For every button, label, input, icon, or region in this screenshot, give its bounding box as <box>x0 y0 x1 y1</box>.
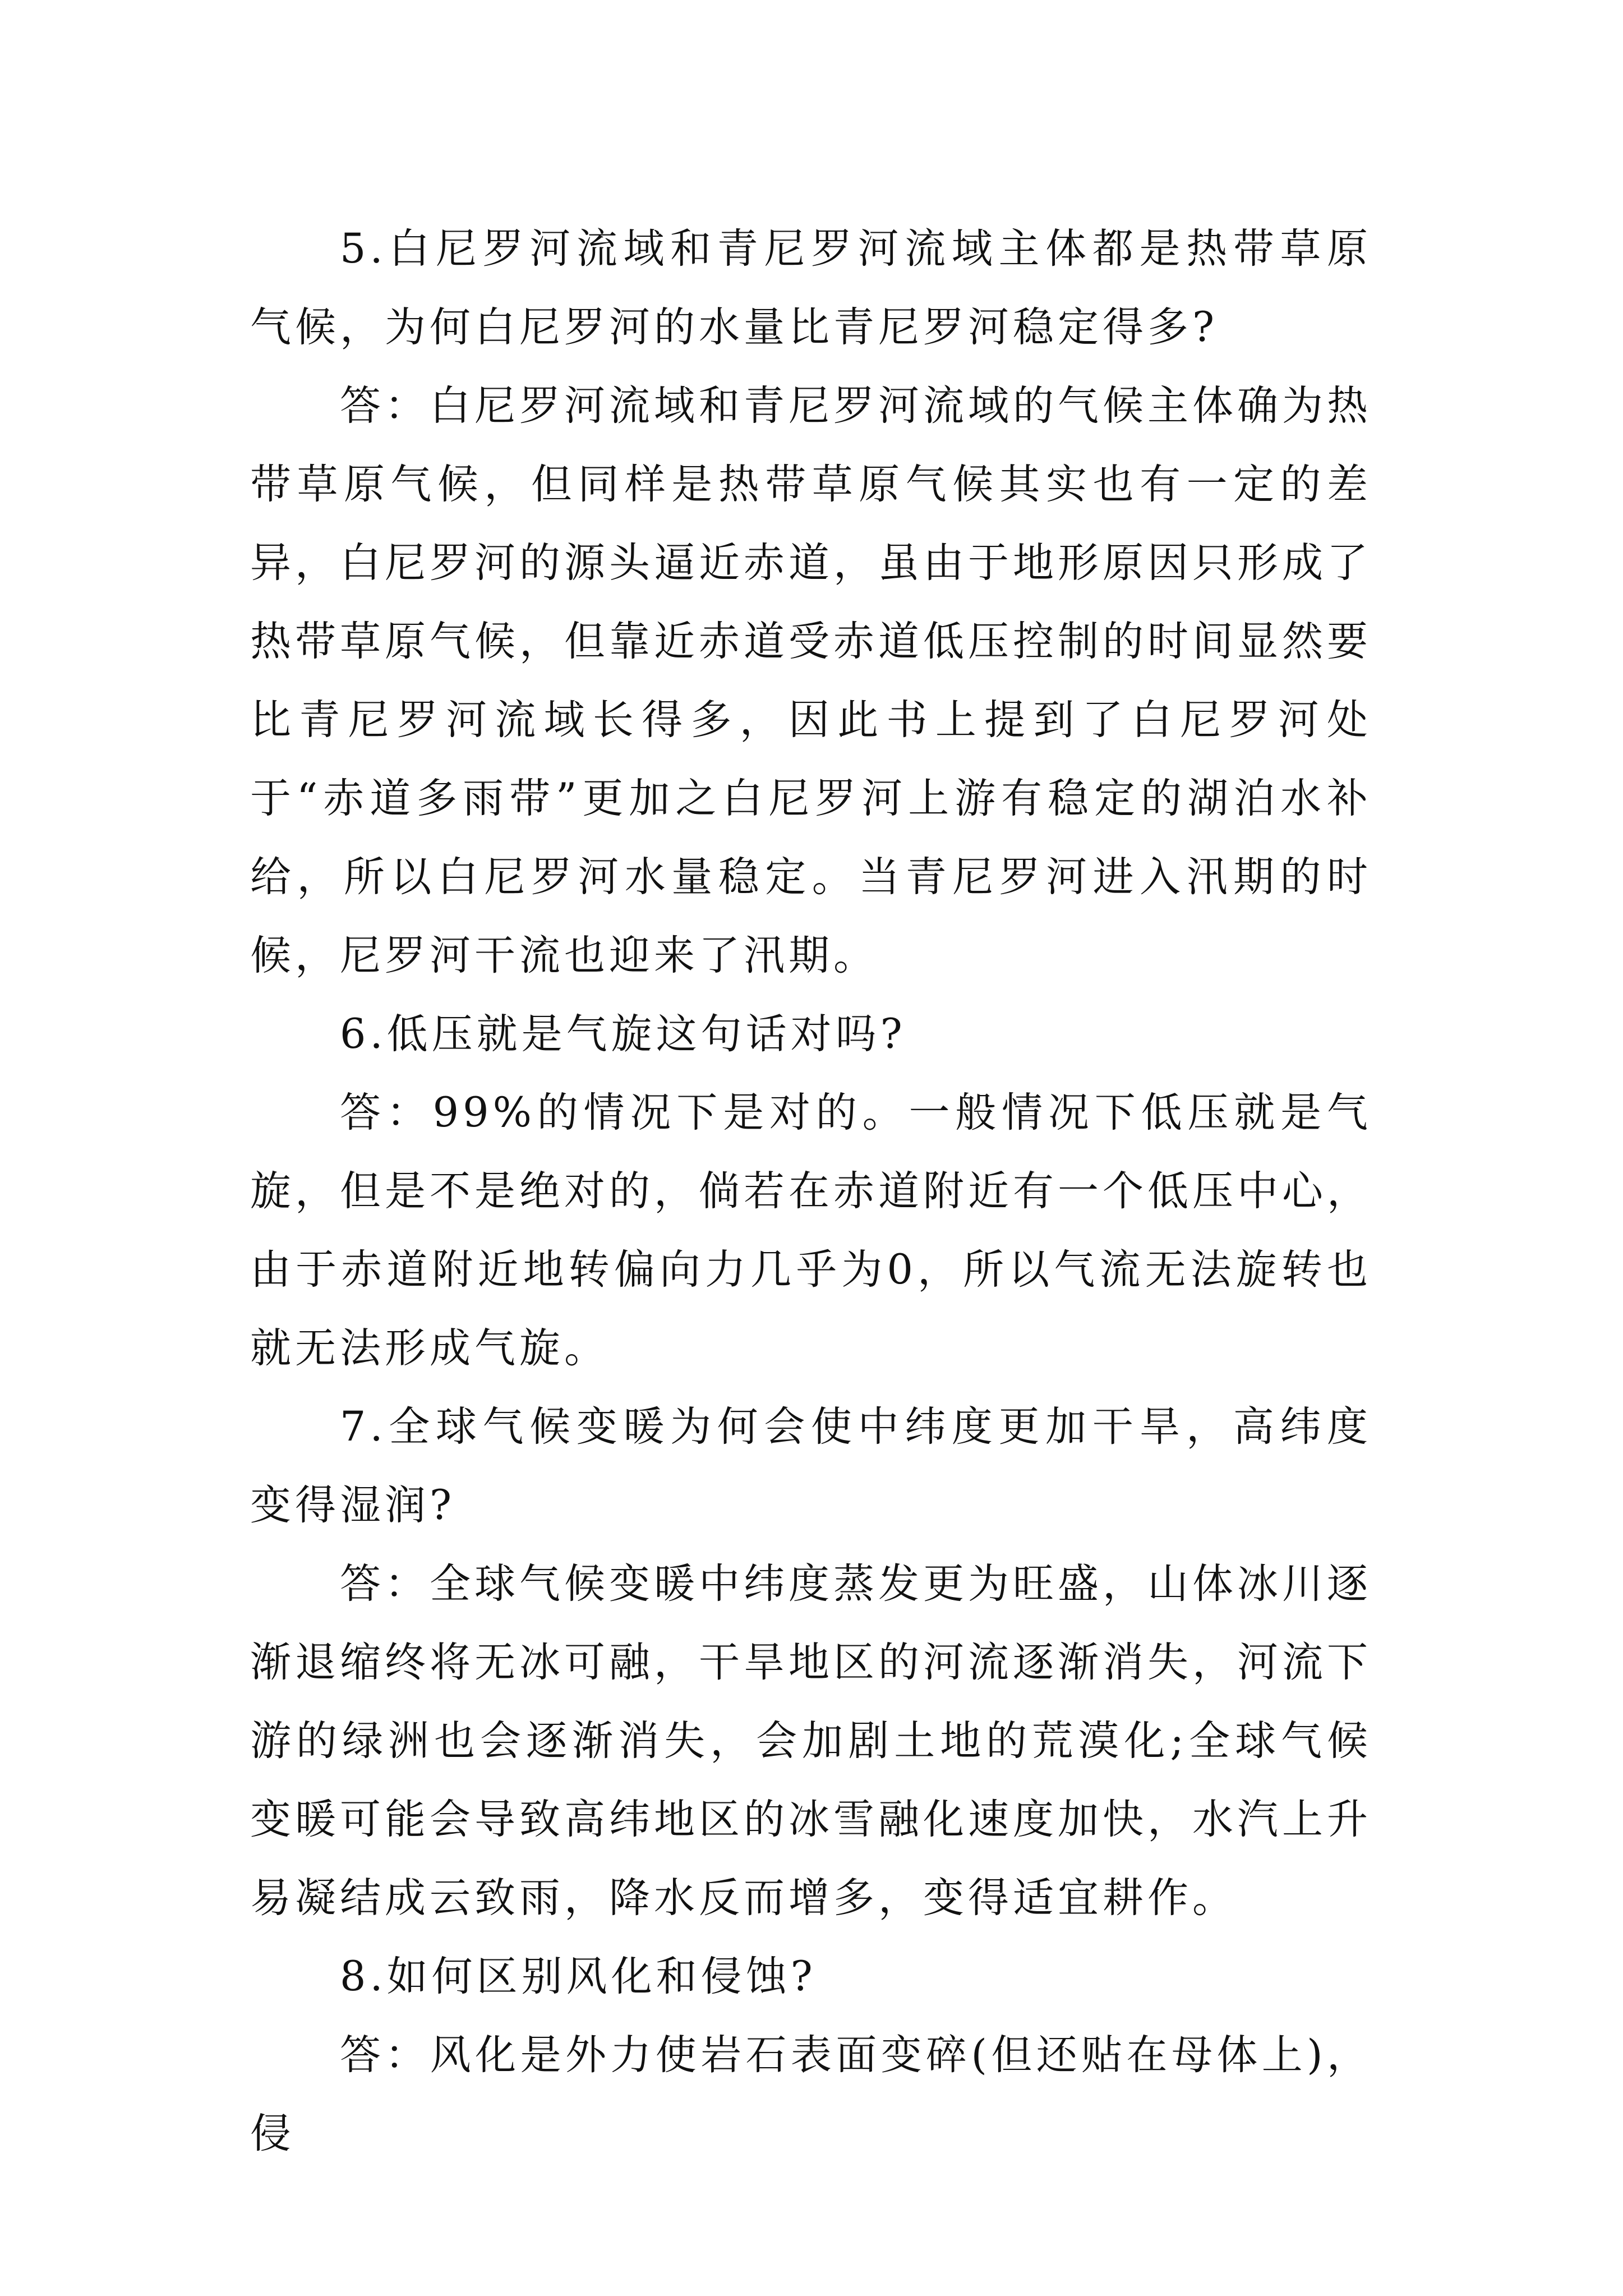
document-body <box>250 210 1372 2173</box>
answer-6: 答：99%的情况下是对的。一般情况下低压就是气旋，但是不是绝对的，倘若在赤道附近有一个低压中心，由于赤道附近地转偏向力几乎为0，所以气流无法旋转也就无法形成气旋。 <box>250 1089 1372 1372</box>
answer-7: 答：全球气候变暖中纬度蒸发更为旺盛，山体冰川逐渐退缩终将无冰可融，干旱地区的河流逐渐消失，河流下游的绿洲也会逐渐消失，会加剧土地的荒漠化;全球气候变暖可能会导致高纬地区的冰雪融化速度加快，水汽上升易凝结成云致雨，降水反而增多，变得适宜耕作。 <box>250 1560 1372 1922</box>
answer-5: 答：白尼罗河流域和青尼罗河流域的气候主体确为热带草原气候，但同样是热带草原气候其实也有一定的差异，白尼罗河的源头逼近赤道，虽由于地形原因只形成了热带草原气候，但靠近赤道受赤道低压控制的时间显然要比青尼罗河流域长得多，因此书上提到了白尼罗河处于“赤道多雨带”更加之白尼罗河上游有稳定的湖泊水补给，所以白尼罗河水量稳定。当青尼罗河进入汛期的时候，尼罗河干流也迎来了汛期。 <box>250 382 1372 979</box>
question-5: 5.白尼罗河流域和青尼罗河流域主体都是热带草原气候，为何白尼罗河的水量比青尼罗河稳定得多? <box>250 225 1372 351</box>
question-6: 6.低压就是气旋这句话对吗? <box>340 1010 906 1058</box>
answer-8: 答：风化是外力使岩石表面变碎(但还贴在母体上)，侵 <box>250 2031 1372 2157</box>
question-7: 7.全球气候变暖为何会使中纬度更加干旱，高纬度变得湿润? <box>250 1403 1372 1529</box>
question-8: 8.如何区别风化和侵蚀? <box>340 1953 817 2000</box>
